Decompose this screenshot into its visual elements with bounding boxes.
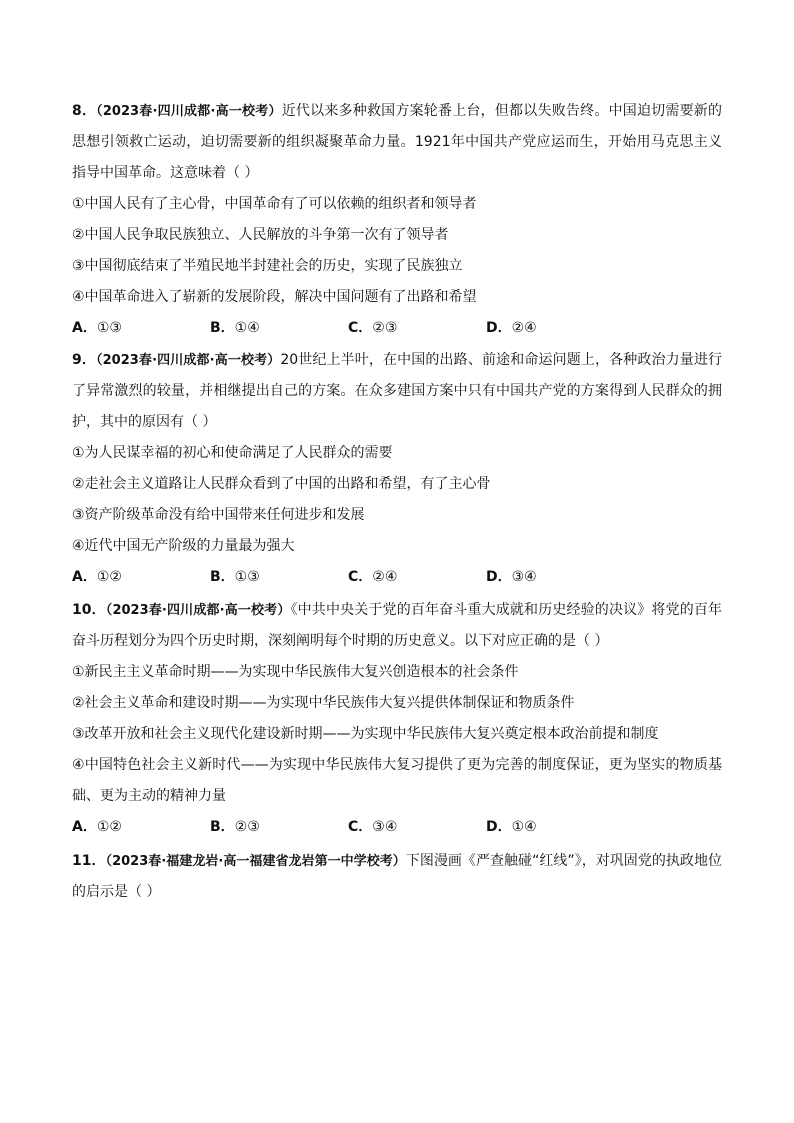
- choice-b[interactable]: B．①③: [210, 569, 260, 585]
- question-number: 10．: [72, 602, 106, 618]
- question-source: （2023春·四川成都·高一校考）: [96, 353, 281, 368]
- statement-option: ④中国特色社会主义新时代——为实现中华民族伟大复习提供了更为完善的制度保证，更为坚实的物质基础、更为主动的精神力量: [72, 757, 722, 804]
- question-number: 9．: [72, 352, 96, 368]
- answer-choices: [72, 313, 722, 344]
- statement-option: ②中国人民争取民族独立、人民解放的斗争第一次有了领导者: [72, 227, 449, 243]
- choice-c[interactable]: C．③④: [348, 819, 398, 835]
- question-text: 下图漫画《严查触碰“红线”》，对巩固党的执政地位的启示是（ ）: [72, 853, 722, 900]
- question-number: 8．: [72, 103, 97, 119]
- statement-option: ④近代中国无产阶级的力量最为强大: [72, 538, 295, 554]
- statement-option: ①为人民谋幸福的初心和使命满足了人民群众的需要: [72, 445, 393, 461]
- choice-c[interactable]: C．②③: [348, 320, 398, 336]
- choice-a[interactable]: A．①②: [72, 819, 122, 835]
- question-stem: [72, 345, 722, 438]
- answer-choices: [72, 812, 722, 843]
- choice-a[interactable]: A．①③: [72, 320, 122, 336]
- choice-b[interactable]: B．①④: [210, 320, 260, 336]
- statement-option: ③资产阶级革命没有给中国带来任何进步和发展: [72, 507, 365, 523]
- answer-choices: [72, 562, 722, 593]
- question-source: （2023春·福建龙岩·高一福建省龙岩第一中学校考）: [105, 854, 406, 869]
- question-10: [72, 595, 722, 843]
- question-stem: [72, 846, 722, 908]
- choice-a[interactable]: A．①②: [72, 569, 122, 585]
- question-text: 20世纪上半叶，在中国的出路、前途和命运问题上，各种政治力量进行了异常激烈的较量，并相继提出自己的方案。在众多建国方案中只有中国共产党的方案得到人民群众的拥护，其中的原因有（ ）: [72, 352, 722, 430]
- question-stem: [72, 96, 722, 189]
- question-source: （2023春·四川成都·高一校考）: [96, 104, 282, 119]
- question-source: （2023春·四川成都·高一校考）: [105, 603, 291, 618]
- statement-option: ①中国人民有了主心骨，中国革命有了可以依赖的组织者和领导者: [72, 196, 477, 212]
- statement-option: ④中国革命进入了崭新的发展阶段，解决中国问题有了出路和希望: [72, 289, 477, 305]
- choice-d[interactable]: D．③④: [486, 569, 537, 585]
- choice-d[interactable]: D．①④: [486, 819, 537, 835]
- question-number: 11．: [72, 853, 106, 869]
- choice-b[interactable]: B．②③: [210, 819, 260, 835]
- choice-c[interactable]: C．②④: [348, 569, 398, 585]
- question-9: [72, 345, 722, 593]
- question-8: [72, 96, 722, 344]
- statement-option: ②社会主义革命和建设时期——为实现中华民族伟大复兴提供体制保证和物质条件: [72, 695, 575, 711]
- question-11: [72, 846, 722, 908]
- statement-option: ②走社会主义道路让人民群众看到了中国的出路和希望，有了主心骨: [72, 476, 491, 492]
- statement-option: ③改革开放和社会主义现代化建设新时期——为实现中华民族伟大复兴奠定根本政治前提和制度: [72, 726, 659, 742]
- statement-option: ①新民主主义革命时期——为实现中华民族伟大复兴创造根本的社会条件: [72, 664, 519, 680]
- question-text: 近代以来多种救国方案轮番上台，但都以失败告终。中国迫切需要新的思想引领救亡运动，迫切需要新的组织凝聚革命力量。1921年中国共产党应运而生，开始用马克思主义指导中国革命。这意味着（ ）: [72, 103, 723, 181]
- statement-option: ③中国彻底结束了半殖民地半封建社会的历史，实现了民族独立: [72, 258, 463, 274]
- question-stem: [72, 595, 722, 657]
- choice-d[interactable]: D．②④: [486, 320, 537, 336]
- question-text: 《中共中央关于党的百年奋斗重大成就和历史经验的决议》将党的百年奋斗历程划分为四个历史时期，深刻阐明每个时期的历史意义。以下对应正确的是（ ）: [72, 602, 723, 649]
